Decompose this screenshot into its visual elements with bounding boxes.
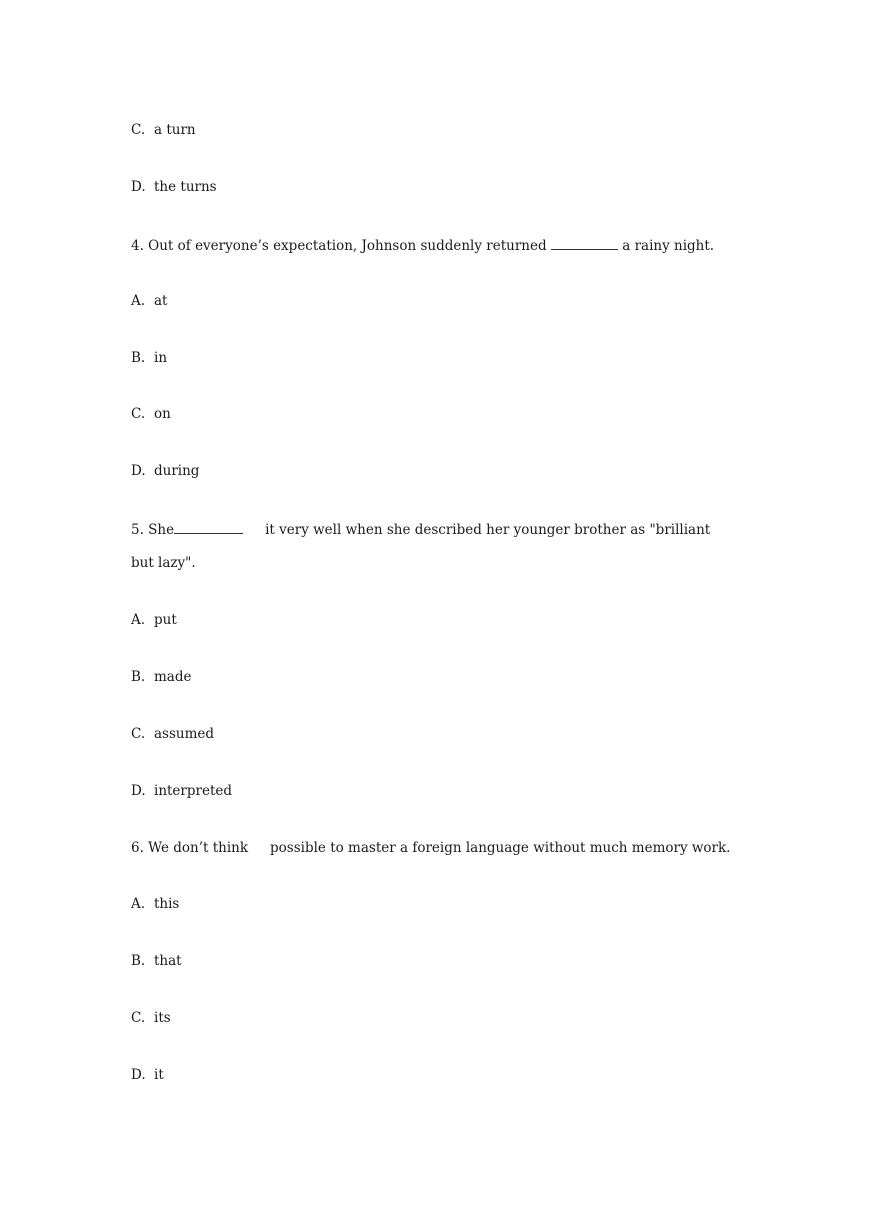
option-letter: C.	[131, 1010, 146, 1026]
option-q5-b	[131, 668, 191, 686]
answer-blank	[551, 235, 618, 250]
option-q5-c	[131, 725, 214, 743]
question-text-continued: but lazy".	[131, 555, 196, 571]
option-text: a turn	[154, 122, 196, 138]
option-letter: B.	[131, 350, 146, 366]
option-q4-b	[131, 349, 167, 367]
option-q6-a	[131, 895, 179, 913]
option-letter: D.	[131, 783, 146, 799]
option-text: in	[154, 350, 168, 366]
question-text-before: 6. We don’t think	[131, 840, 249, 856]
option-text: on	[154, 406, 171, 422]
question-text-before: 5. She	[131, 522, 175, 538]
option-letter: D.	[131, 1067, 146, 1083]
option-text: assumed	[154, 726, 215, 742]
option-text: made	[154, 669, 192, 685]
option-q6-d	[131, 1066, 164, 1084]
option-q4-a	[131, 292, 167, 310]
option-q3-d	[131, 178, 217, 196]
question-text-after: possible to master a foreign language without much memory work.	[270, 840, 731, 856]
option-letter: D.	[131, 179, 146, 195]
option-text: it	[154, 1067, 164, 1083]
option-q5-d	[131, 782, 232, 800]
question-6-prompt	[131, 839, 730, 857]
option-q3-c	[131, 121, 196, 139]
option-text: its	[154, 1010, 171, 1026]
question-5-prompt	[131, 519, 710, 539]
question-text-after: a rainy night.	[622, 238, 715, 254]
option-text: this	[154, 896, 180, 912]
option-text: at	[154, 293, 168, 309]
option-q5-a	[131, 611, 177, 629]
question-text-after: it very well when she described her younger brother as "brilliant	[265, 522, 711, 538]
option-text: put	[154, 612, 177, 628]
question-5-prompt-line2	[131, 554, 196, 572]
option-q4-c	[131, 405, 171, 423]
option-letter: C.	[131, 122, 146, 138]
option-q4-d	[131, 462, 199, 480]
option-letter: B.	[131, 953, 146, 969]
option-text: interpreted	[154, 783, 233, 799]
answer-blank	[174, 519, 243, 534]
option-text: during	[154, 463, 200, 479]
option-letter: A.	[131, 293, 146, 309]
option-q6-b	[131, 952, 182, 970]
option-letter: B.	[131, 669, 146, 685]
option-letter: C.	[131, 406, 146, 422]
option-letter: D.	[131, 463, 146, 479]
option-letter: C.	[131, 726, 146, 742]
option-letter: A.	[131, 612, 146, 628]
option-text: that	[154, 953, 182, 969]
option-text: the turns	[154, 179, 217, 195]
option-q6-c	[131, 1009, 171, 1027]
question-text-before: 4. Out of everyone’s expectation, Johnson suddenly returned	[131, 238, 547, 254]
option-letter: A.	[131, 896, 146, 912]
question-4-prompt	[131, 235, 714, 255]
